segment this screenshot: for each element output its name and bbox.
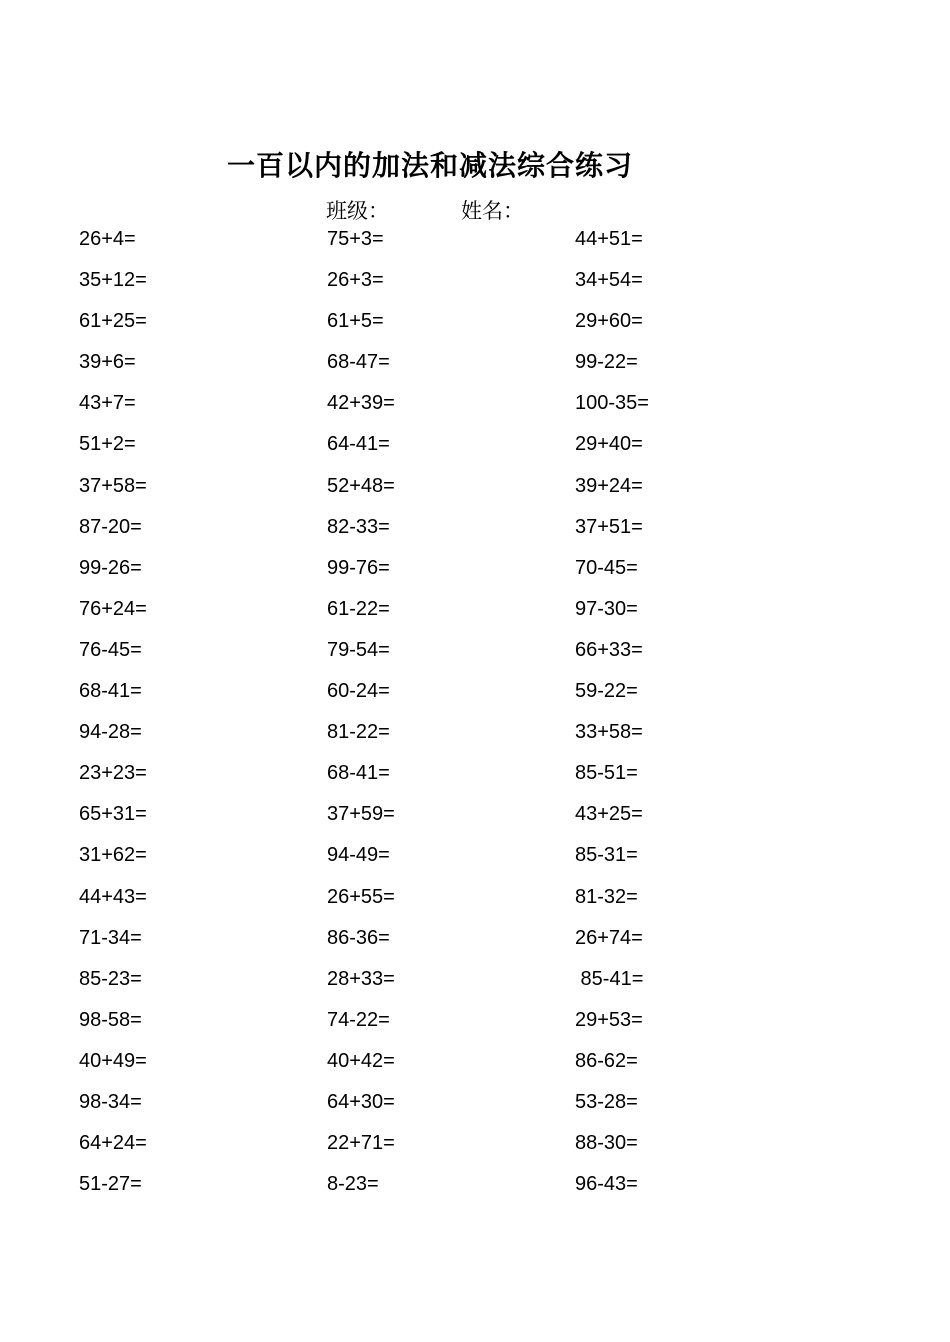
math-problem: 75+3= — [327, 228, 384, 250]
math-problem: 68-47= — [327, 351, 390, 374]
problem-row — [0, 594, 950, 635]
math-problem: 28+33= — [327, 967, 395, 990]
math-problem: 81-32= — [575, 885, 638, 908]
problem-row — [0, 553, 950, 594]
math-problem: 37+58= — [79, 474, 147, 497]
math-problem: 51-27= — [79, 1173, 142, 1196]
math-problem: 44+43= — [79, 885, 147, 908]
problem-row — [0, 635, 950, 676]
math-problem: 86-36= — [327, 926, 390, 949]
problem-row — [0, 306, 950, 347]
problem-row — [0, 676, 950, 717]
math-problem: 99-22= — [575, 351, 638, 374]
math-problem: 29+60= — [575, 310, 643, 333]
problem-row — [0, 840, 950, 881]
math-problem: 39+6= — [79, 351, 136, 374]
math-problem: 37+59= — [327, 803, 395, 826]
math-problem: 22+71= — [327, 1132, 395, 1155]
math-problem: 100-35= — [575, 392, 649, 415]
math-problem: 61+25= — [79, 310, 147, 333]
math-problem: 85-51= — [575, 762, 638, 785]
problem-row — [0, 265, 950, 306]
math-problem: 66+33= — [575, 638, 643, 661]
problem-row — [0, 923, 950, 964]
problem-row — [0, 964, 950, 1005]
problem-row — [0, 882, 950, 923]
math-problem: 74-22= — [327, 1008, 390, 1031]
math-problem: 53-28= — [575, 1090, 638, 1113]
problem-row — [0, 799, 950, 840]
math-problem: 76+24= — [79, 597, 147, 620]
page-title: 一百以内的加法和减法综合练习 — [226, 149, 633, 182]
math-problem: 34+54= — [575, 269, 643, 292]
math-problem: 64+24= — [79, 1132, 147, 1155]
math-problem: 35+12= — [79, 269, 147, 292]
math-problem: 40+49= — [79, 1049, 147, 1072]
math-problem: 60-24= — [327, 680, 390, 703]
math-problem: 98-34= — [79, 1090, 142, 1113]
math-problem: 64-41= — [327, 433, 390, 456]
math-problem: 43+25= — [575, 803, 643, 826]
problem-row — [0, 429, 950, 470]
math-problem: 37+51= — [575, 515, 643, 538]
math-problem: 88-30= — [575, 1132, 638, 1155]
problem-row — [0, 471, 950, 512]
math-problem: 61+5= — [327, 310, 384, 333]
math-problem: 99-76= — [327, 556, 390, 579]
math-problem: 29+40= — [575, 433, 643, 456]
math-problem: 99-26= — [79, 556, 142, 579]
class-label: 班级： — [326, 199, 389, 223]
math-problem: 94-49= — [327, 844, 390, 867]
math-problem: 98-58= — [79, 1008, 142, 1031]
math-problem: 8-23= — [327, 1173, 379, 1196]
problem-row — [0, 347, 950, 388]
problem-row — [0, 1128, 950, 1169]
problem-row — [0, 717, 950, 758]
math-problem: 64+30= — [327, 1090, 395, 1113]
problem-row — [0, 758, 950, 799]
math-problem: 76-45= — [79, 638, 142, 661]
math-problem: 26+55= — [327, 885, 395, 908]
math-problem: 94-28= — [79, 721, 142, 744]
math-problem: 40+42= — [327, 1049, 395, 1072]
math-problem: 29+53= — [575, 1008, 643, 1031]
problem-row — [0, 1169, 950, 1210]
math-problem: 82-33= — [327, 515, 390, 538]
problem-row — [0, 1087, 950, 1128]
math-problem: 71-34= — [79, 926, 142, 949]
math-problem: 79-54= — [327, 638, 390, 661]
problem-row — [0, 388, 950, 429]
math-problem: 23+23= — [79, 762, 147, 785]
math-problem: 85-41= — [575, 967, 644, 990]
math-problem: 65+31= — [79, 803, 147, 826]
math-problem: 26+3= — [327, 269, 384, 292]
math-problem: 42+39= — [327, 392, 395, 415]
math-problem: 81-22= — [327, 721, 390, 744]
math-problem: 43+7= — [79, 392, 136, 415]
math-problem: 51+2= — [79, 433, 136, 456]
name-label: 姓名： — [461, 199, 524, 223]
problem-row — [0, 512, 950, 553]
math-problem: 61-22= — [327, 597, 390, 620]
math-problem: 26+4= — [79, 228, 136, 250]
math-problem: 39+24= — [575, 474, 643, 497]
math-problem: 85-31= — [575, 844, 638, 867]
math-problem: 26+74= — [575, 926, 643, 949]
math-problem: 70-45= — [575, 556, 638, 579]
math-problem: 96-43= — [575, 1173, 638, 1196]
math-problem: 68-41= — [79, 680, 142, 703]
problem-row — [0, 1005, 950, 1046]
math-problem: 59-22= — [575, 680, 638, 703]
math-problem: 33+58= — [575, 721, 643, 744]
math-problem: 87-20= — [79, 515, 142, 538]
math-problem: 52+48= — [327, 474, 395, 497]
math-problem: 68-41= — [327, 762, 390, 785]
math-problem: 86-62= — [575, 1049, 638, 1072]
problem-list — [0, 224, 950, 1210]
math-problem: 31+62= — [79, 844, 147, 867]
problem-row — [0, 224, 950, 265]
math-problem: 44+51= — [575, 228, 643, 250]
problem-row — [0, 1046, 950, 1087]
math-problem: 85-23= — [79, 967, 142, 990]
math-problem: 97-30= — [575, 597, 638, 620]
